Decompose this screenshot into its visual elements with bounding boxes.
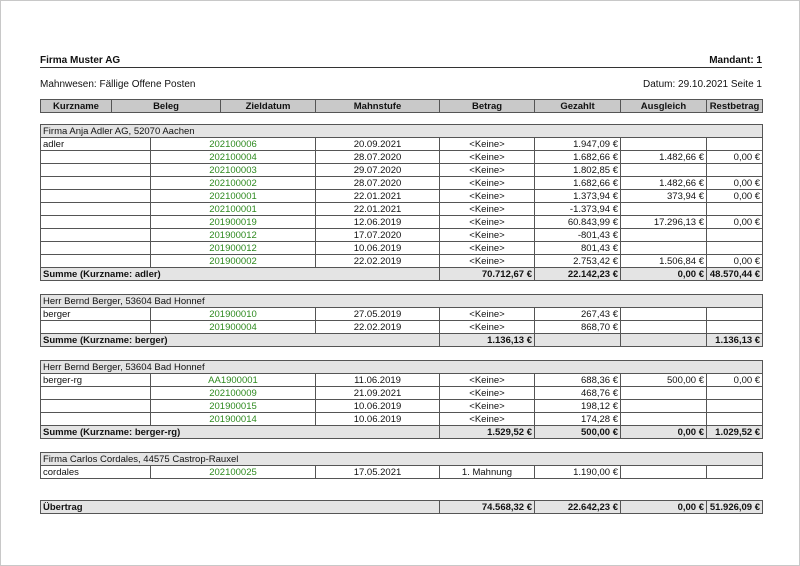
zieldatum-cell: 29.07.2020: [316, 164, 440, 177]
beleg-link[interactable]: 202100009: [151, 387, 316, 400]
zieldatum-cell: 20.09.2021: [316, 138, 440, 151]
ausgleich-cell: 0,00 €: [707, 151, 763, 164]
betrag-cell: 868,70 €: [535, 321, 621, 334]
table-row: [41, 138, 763, 151]
beleg-link[interactable]: 201900012: [151, 242, 316, 255]
gezahlt-cell: [621, 466, 707, 479]
subtotal-restbetrag: 48.570,44 €: [707, 268, 763, 281]
zieldatum-cell: 17.07.2020: [316, 229, 440, 242]
ausgleich-cell: [707, 466, 763, 479]
mahnstufe-cell: <Keine>: [440, 203, 535, 216]
table-row: [41, 413, 763, 426]
mahnstufe-cell: <Keine>: [440, 164, 535, 177]
kurzname-cell: cordales: [41, 466, 151, 479]
gezahlt-cell: [621, 229, 707, 242]
betrag-cell: 688,36 €: [535, 374, 621, 387]
mahnstufe-cell: <Keine>: [440, 321, 535, 334]
table-row: [41, 466, 763, 479]
betrag-cell: 1.947,09 €: [535, 138, 621, 151]
subtotal-ausgleich: 0,00 €: [621, 268, 707, 281]
customer-name: Herr Bernd Berger, 53604 Bad Honnef: [41, 361, 763, 374]
customer-name: Firma Anja Adler AG, 52070 Aachen: [41, 125, 763, 138]
table-row: [41, 229, 763, 242]
col-header-kurzname: Kurzname: [41, 100, 112, 113]
subtotal-betrag: 1.529,52 €: [440, 426, 535, 439]
col-header-mahnstufe: Mahnstufe: [316, 100, 440, 113]
betrag-cell: -801,43 €: [535, 229, 621, 242]
subtotal-row: [41, 268, 763, 281]
beleg-link[interactable]: 201900012: [151, 229, 316, 242]
subtotal-ausgleich: [621, 334, 707, 347]
beleg-link[interactable]: 202100025: [151, 466, 316, 479]
customer-group-header: [41, 125, 763, 138]
ausgleich-cell: [707, 387, 763, 400]
kurzname-cell: [41, 216, 151, 229]
zieldatum-cell: 21.09.2021: [316, 387, 440, 400]
gezahlt-cell: 1.506,84 €: [621, 255, 707, 268]
beleg-link[interactable]: 201900019: [151, 216, 316, 229]
betrag-cell: 174,28 €: [535, 413, 621, 426]
betrag-cell: 1.682,66 €: [535, 151, 621, 164]
betrag-cell: 468,76 €: [535, 387, 621, 400]
betrag-cell: 1.802,85 €: [535, 164, 621, 177]
col-header-beleg: Beleg: [112, 100, 221, 113]
table-row: [41, 374, 763, 387]
betrag-cell: -1.373,94 €: [535, 203, 621, 216]
zieldatum-cell: 22.01.2021: [316, 190, 440, 203]
ausgleich-cell: 0,00 €: [707, 216, 763, 229]
table-row: [41, 242, 763, 255]
zieldatum-cell: 10.06.2019: [316, 242, 440, 255]
gezahlt-cell: [621, 413, 707, 426]
ausgleich-cell: [707, 203, 763, 216]
customer-name: Firma Carlos Cordales, 44575 Castrop-Rauxel: [41, 453, 763, 466]
section-spacer: [41, 439, 763, 453]
ausgleich-cell: [707, 400, 763, 413]
table-row: [41, 177, 763, 190]
subtotal-ausgleich: 0,00 €: [621, 426, 707, 439]
mahnstufe-cell: <Keine>: [440, 374, 535, 387]
betrag-cell: 1.682,66 €: [535, 177, 621, 190]
table-row: [41, 216, 763, 229]
table-row: [41, 387, 763, 400]
beleg-link[interactable]: 201900004: [151, 321, 316, 334]
col-header-restbetrag: Restbetrag: [707, 100, 763, 113]
zieldatum-cell: 22.01.2021: [316, 203, 440, 216]
subtotal-gezahlt: 500,00 €: [535, 426, 621, 439]
header-divider: [40, 67, 762, 68]
uebertrag-gezahlt: 22.642,23 €: [535, 501, 621, 514]
subtotal-gezahlt: [535, 334, 621, 347]
kurzname-cell: berger: [41, 308, 151, 321]
gezahlt-cell: 17.296,13 €: [621, 216, 707, 229]
zieldatum-cell: 11.06.2019: [316, 374, 440, 387]
spacer-cell: [41, 439, 763, 453]
table-row: [41, 255, 763, 268]
ausgleich-cell: [707, 413, 763, 426]
beleg-link[interactable]: 202100001: [151, 190, 316, 203]
kurzname-cell: [41, 321, 151, 334]
spacer-cell: [41, 347, 763, 361]
customer-sections: [40, 124, 763, 479]
customer-group-header: [41, 361, 763, 374]
beleg-link[interactable]: 202100003: [151, 164, 316, 177]
beleg-link[interactable]: 201900010: [151, 308, 316, 321]
spacer-cell: [41, 281, 763, 295]
mahnstufe-cell: <Keine>: [440, 387, 535, 400]
kurzname-cell: [41, 229, 151, 242]
zieldatum-cell: 17.05.2021: [316, 466, 440, 479]
gezahlt-cell: [621, 308, 707, 321]
subtotal-gezahlt: 22.142,23 €: [535, 268, 621, 281]
subtotal-betrag: 1.136,13 €: [440, 334, 535, 347]
ausgleich-cell: 0,00 €: [707, 255, 763, 268]
open-items-table: [40, 99, 763, 113]
subtotal-row: [41, 334, 763, 347]
mahnstufe-cell: <Keine>: [440, 229, 535, 242]
beleg-link[interactable]: 201900015: [151, 400, 316, 413]
subtotal-betrag: 70.712,67 €: [440, 268, 535, 281]
mahnstufe-cell: <Keine>: [440, 400, 535, 413]
mahnstufe-cell: <Keine>: [440, 242, 535, 255]
mahnstufe-cell: <Keine>: [440, 216, 535, 229]
uebertrag-row: [41, 501, 763, 514]
kurzname-cell: [41, 203, 151, 216]
section-spacer: [41, 347, 763, 361]
gezahlt-cell: 500,00 €: [621, 374, 707, 387]
gezahlt-cell: [621, 400, 707, 413]
mahnstufe-cell: <Keine>: [440, 138, 535, 151]
table-row: [41, 308, 763, 321]
customer-name: Herr Bernd Berger, 53604 Bad Honnef: [41, 295, 763, 308]
mahnstufe-cell: <Keine>: [440, 308, 535, 321]
col-header-gezahlt: Gezahlt: [535, 100, 621, 113]
gezahlt-cell: 1.482,66 €: [621, 151, 707, 164]
uebertrag-restbetrag: 51.926,09 €: [707, 501, 763, 514]
gezahlt-cell: [621, 203, 707, 216]
table-header-row: [41, 100, 763, 113]
uebertrag-ausgleich: 0,00 €: [621, 501, 707, 514]
beleg-link[interactable]: 202100002: [151, 177, 316, 190]
uebertrag-label: Übertrag: [41, 501, 440, 514]
kurzname-cell: [41, 400, 151, 413]
beleg-link[interactable]: 201900014: [151, 413, 316, 426]
zieldatum-cell: 22.02.2019: [316, 321, 440, 334]
kurzname-cell: [41, 151, 151, 164]
betrag-cell: 267,43 €: [535, 308, 621, 321]
zieldatum-cell: 22.02.2019: [316, 255, 440, 268]
mahnstufe-cell: <Keine>: [440, 177, 535, 190]
table-row: [41, 321, 763, 334]
zieldatum-cell: 28.07.2020: [316, 151, 440, 164]
betrag-cell: 1.373,94 €: [535, 190, 621, 203]
ausgleich-cell: [707, 321, 763, 334]
zieldatum-cell: 12.06.2019: [316, 216, 440, 229]
kurzname-cell: adler: [41, 138, 151, 151]
kurzname-cell: [41, 387, 151, 400]
subtotal-label: Summe (Kurzname: adler): [41, 268, 440, 281]
beleg-link[interactable]: 201900002: [151, 255, 316, 268]
company-name: Firma Muster AG: [40, 55, 121, 66]
gezahlt-cell: [621, 164, 707, 177]
gezahlt-cell: [621, 321, 707, 334]
table-row: [41, 400, 763, 413]
ausgleich-cell: [707, 138, 763, 151]
betrag-cell: 60.843,99 €: [535, 216, 621, 229]
subtotal-restbetrag: 1.136,13 €: [707, 334, 763, 347]
mahnstufe-cell: <Keine>: [440, 190, 535, 203]
kurzname-cell: [41, 255, 151, 268]
table-row: [41, 203, 763, 216]
mahnstufe-cell: <Keine>: [440, 151, 535, 164]
gezahlt-cell: 373,94 €: [621, 190, 707, 203]
uebertrag-betrag: 74.568,32 €: [440, 501, 535, 514]
ausgleich-cell: 0,00 €: [707, 374, 763, 387]
ausgleich-cell: [707, 308, 763, 321]
table-row: [41, 164, 763, 177]
gezahlt-cell: [621, 387, 707, 400]
kurzname-cell: berger-rg: [41, 374, 151, 387]
kurzname-cell: [41, 242, 151, 255]
customer-group-header: [41, 295, 763, 308]
ausgleich-cell: 0,00 €: [707, 177, 763, 190]
mahnstufe-cell: <Keine>: [440, 255, 535, 268]
mahnstufe-cell: 1. Mahnung: [440, 466, 535, 479]
col-header-zieldatum: Zieldatum: [221, 100, 316, 113]
ausgleich-cell: [707, 229, 763, 242]
customer-group-header: [41, 453, 763, 466]
table-row: [41, 190, 763, 203]
kurzname-cell: [41, 177, 151, 190]
table-row: [41, 151, 763, 164]
gezahlt-cell: [621, 138, 707, 151]
gezahlt-cell: [621, 242, 707, 255]
col-header-betrag: Betrag: [440, 100, 535, 113]
subtotal-restbetrag: 1.029,52 €: [707, 426, 763, 439]
betrag-cell: 801,43 €: [535, 242, 621, 255]
zieldatum-cell: 10.06.2019: [316, 400, 440, 413]
subtotal-row: [41, 426, 763, 439]
col-header-ausgleich: Ausgleich: [621, 100, 707, 113]
beleg-link[interactable]: 202100006: [151, 138, 316, 151]
ausgleich-cell: [707, 242, 763, 255]
kurzname-cell: [41, 190, 151, 203]
subtotal-label: Summe (Kurzname: berger): [41, 334, 440, 347]
mandant-label: Mandant: 1: [709, 55, 762, 66]
ausgleich-cell: [707, 164, 763, 177]
carry-forward-table: [40, 500, 763, 514]
betrag-cell: 2.753,42 €: [535, 255, 621, 268]
section-spacer: [41, 281, 763, 295]
mahnstufe-cell: <Keine>: [440, 413, 535, 426]
beleg-link[interactable]: AA1900001: [151, 374, 316, 387]
kurzname-cell: [41, 164, 151, 177]
report-subtitle: Mahnwesen: Fällige Offene Posten: [40, 79, 196, 90]
gezahlt-cell: 1.482,66 €: [621, 177, 707, 190]
zieldatum-cell: 10.06.2019: [316, 413, 440, 426]
zieldatum-cell: 27.05.2019: [316, 308, 440, 321]
beleg-link[interactable]: 202100001: [151, 203, 316, 216]
kurzname-cell: [41, 413, 151, 426]
date-page-label: Datum: 29.10.2021 Seite 1: [643, 79, 762, 90]
zieldatum-cell: 28.07.2020: [316, 177, 440, 190]
betrag-cell: 198,12 €: [535, 400, 621, 413]
ausgleich-cell: 0,00 €: [707, 190, 763, 203]
subtotal-label: Summe (Kurzname: berger-rg): [41, 426, 440, 439]
betrag-cell: 1.190,00 €: [535, 466, 621, 479]
beleg-link[interactable]: 202100004: [151, 151, 316, 164]
